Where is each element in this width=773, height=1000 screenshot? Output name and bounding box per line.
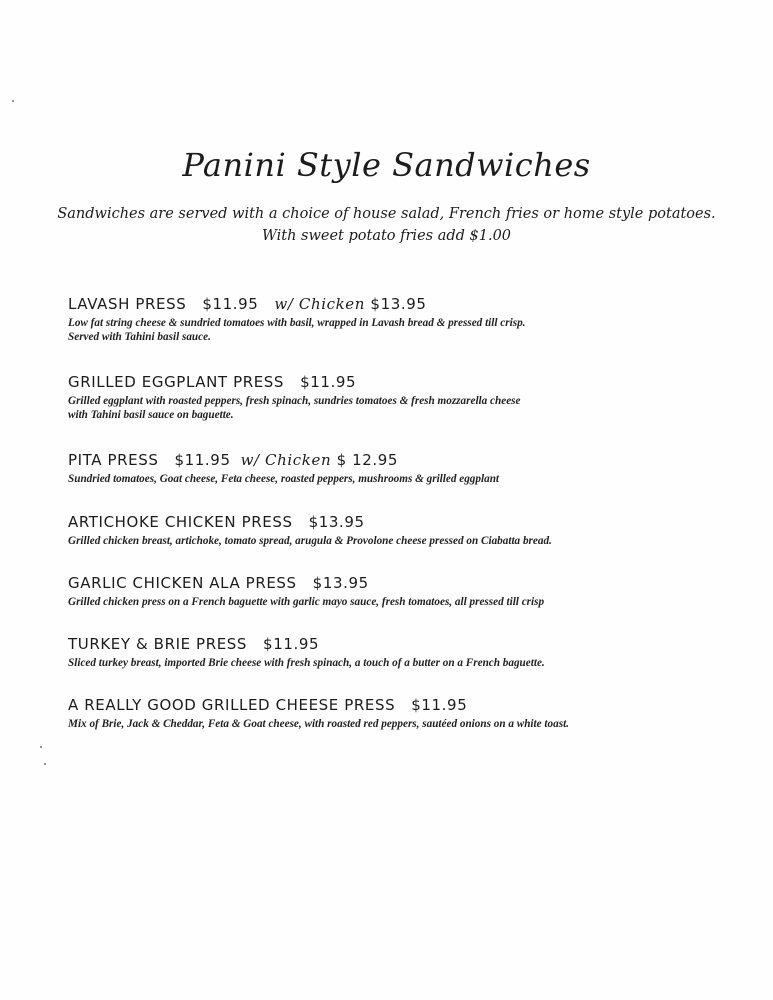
description-line: Low fat string cheese & sundried tomatoes with basil, wrapped in Lavash bread & pressed till crisp.: [68, 317, 526, 329]
description-line: Sundried tomatoes, Goat cheese, Feta cheese, roasted peppers, mushrooms & grilled eggplant: [68, 473, 500, 485]
menu-item-extra-label: w/ Chicken: [274, 295, 366, 313]
scan-speck: [44, 763, 46, 765]
menu-item-artichoke-chicken-press: [68, 512, 708, 549]
menu-subtitle-addon: With sweet potato fries add $1.00: [261, 228, 512, 244]
scan-speck: [40, 746, 42, 748]
description-line: Mix of Brie, Jack & Cheddar, Feta & Goat cheese, with roasted red peppers, sautéed onions on a white toast.: [68, 718, 569, 730]
menu-item-extra-price: $ 12.95: [336, 451, 399, 469]
description-line: Grilled chicken press on a French baguette with garlic mayo sauce, fresh tomatoes, all pressed till crisp: [68, 596, 545, 608]
menu-item-pita-press: [68, 450, 708, 487]
menu-item-lavash-press: [68, 294, 708, 344]
menu-item-description: [68, 317, 708, 344]
menu-item-heading: [68, 450, 708, 470]
menu-item-description: [68, 395, 708, 422]
description-line: with Tahini basil sauce on baguette.: [68, 408, 234, 421]
menu-subtitle: Sandwiches are served with a choice of house salad, French fries or home style potatoes.: [57, 206, 716, 222]
menu-item-heading: [68, 512, 708, 532]
menu-item-price: $11.95: [174, 451, 231, 469]
menu-item-extra-price: $13.95: [370, 295, 427, 313]
menu-item-name: A REALLY GOOD GRILLED CHEESE PRESS: [68, 696, 396, 714]
menu-item-heading: [68, 294, 708, 314]
menu-item-description: [68, 596, 708, 610]
menu-item-price: $13.95: [308, 513, 365, 531]
menu-item-price: $11.95: [263, 635, 320, 653]
menu-item-heading: [68, 573, 708, 593]
menu-item-price: $11.95: [202, 295, 259, 313]
menu-item-price: $11.95: [300, 373, 357, 391]
description-line: Grilled chicken breast, artichoke, tomato spread, arugula & Provolone cheese pressed on Ciabatta bread.: [68, 535, 552, 547]
menu-item-grilled-cheese-press: [68, 695, 708, 732]
menu-item-name: PITA PRESS: [68, 451, 159, 469]
menu-item-name: ARTICHOKE CHICKEN PRESS: [68, 513, 293, 531]
menu-item-description: [68, 657, 708, 671]
description-line: Sliced turkey breast, imported Brie cheese with fresh spinach, a touch of a butter on a French baguette.: [68, 657, 545, 669]
menu-item-extra-label: w/ Chicken: [240, 451, 332, 469]
menu-item-description: [68, 535, 708, 549]
menu-item-name: TURKEY & BRIE PRESS: [68, 635, 248, 653]
menu-item-price: $11.95: [411, 696, 468, 714]
menu-item-garlic-chicken-ala-press: [68, 573, 708, 610]
menu-item-price: $13.95: [312, 574, 369, 592]
page-title: Panini Style Sandwiches: [182, 146, 591, 184]
menu-item-description: [68, 718, 708, 732]
menu-item-turkey-brie-press: [68, 634, 708, 671]
menu-item-name: GRILLED EGGPLANT PRESS: [68, 373, 285, 391]
menu-item-name: LAVASH PRESS: [68, 295, 187, 313]
menu-item-name: GARLIC CHICKEN ALA PRESS: [68, 574, 297, 592]
menu-item-heading: [68, 634, 708, 654]
menu-item-heading: [68, 695, 708, 715]
scan-speck: [12, 100, 14, 102]
menu-item-description: [68, 473, 708, 487]
menu-item-heading: [68, 372, 708, 392]
menu-item-grilled-eggplant-press: [68, 372, 708, 422]
description-line: Grilled eggplant with roasted peppers, fresh spinach, sundries tomatoes & fresh mozzarella cheese: [68, 395, 521, 407]
description-line: Served with Tahini basil sauce.: [68, 330, 211, 343]
